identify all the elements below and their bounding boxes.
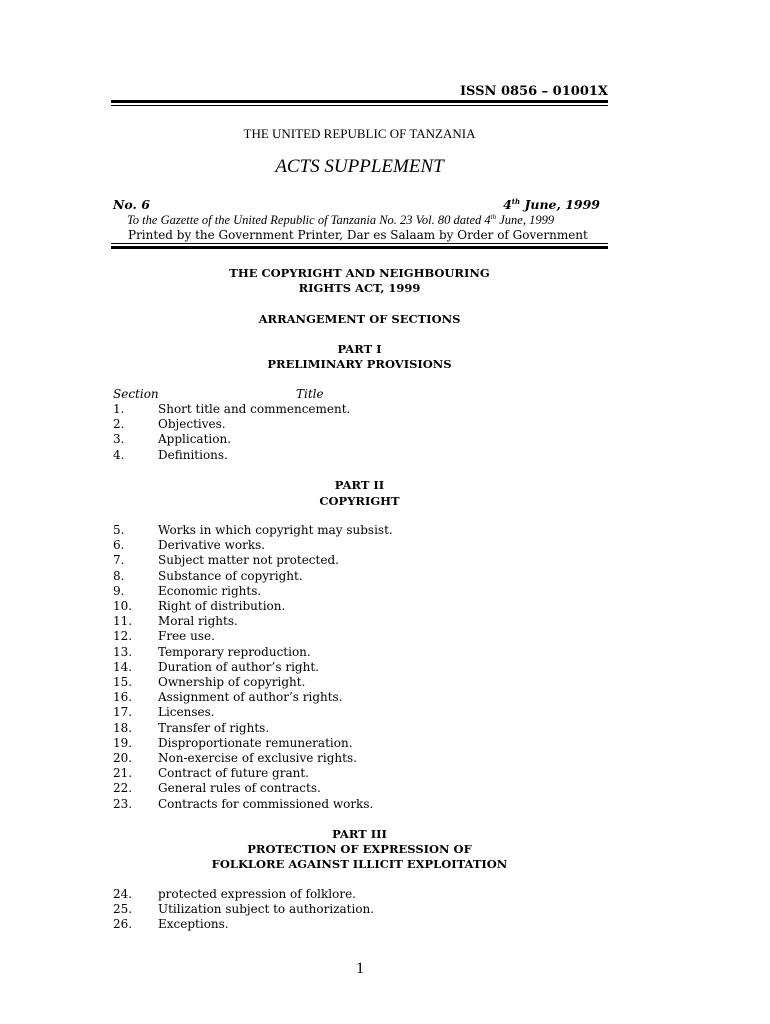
- section-title: Economic rights.: [158, 583, 262, 598]
- section-number: 10.: [113, 599, 133, 613]
- section-number: 19.: [113, 735, 133, 750]
- section-number: 1.: [113, 402, 125, 416]
- supplement-date: 4th June, 1999: [503, 197, 600, 213]
- arrangement-heading: ARRANGEMENT OF SECTIONS: [258, 312, 461, 326]
- section-title: Non-exercise of exclusive rights.: [158, 751, 357, 765]
- section-entry: [113, 902, 374, 917]
- section-number: 23.: [113, 796, 133, 811]
- section-title: Short title and commencement.: [158, 402, 351, 416]
- section-number: 17.: [113, 705, 133, 720]
- section-number: 13.: [113, 644, 133, 659]
- section-title: Assignment of author’s rights.: [158, 690, 343, 705]
- section-entry: [113, 448, 228, 463]
- part-label: PART I: [337, 342, 382, 356]
- section-entry: [113, 766, 309, 781]
- republic-name: THE UNITED REPUBLIC OF TANZANIA: [243, 126, 476, 141]
- section-number: 12.: [113, 629, 133, 644]
- section-title: Contract of future grant.: [158, 766, 309, 781]
- section-entry: [113, 660, 319, 675]
- section-number: 24.: [113, 887, 133, 901]
- top-rule-thin: [111, 105, 608, 106]
- section-title: Right of distribution.: [158, 599, 286, 613]
- section-title: Application.: [158, 432, 232, 447]
- section-entry: [113, 690, 343, 705]
- section-title: General rules of contracts.: [158, 781, 321, 796]
- section-entry: [113, 553, 339, 568]
- section-entry: [113, 569, 303, 584]
- section-entry: [113, 417, 226, 432]
- section-entry: [113, 887, 356, 902]
- section-title: Disproportionate remuneration.: [158, 735, 353, 750]
- header-bottom-rule-thin: [111, 243, 608, 244]
- section-title: Ownership of copyright.: [158, 675, 306, 689]
- section-number: 2.: [113, 417, 125, 432]
- printer-line: Printed by the Government Printer, Dar es Salaam by Order of Government: [128, 228, 588, 242]
- section-number: 26.: [113, 917, 133, 932]
- section-title: Objectives.: [158, 417, 226, 432]
- section-number: 3.: [113, 432, 125, 447]
- section-title: Temporary reproduction.: [158, 644, 311, 659]
- part-label: PART III: [332, 827, 387, 841]
- part-heading: COPYRIGHT: [319, 494, 400, 508]
- section-title: Derivative works.: [158, 538, 266, 553]
- section-entry: [113, 402, 350, 417]
- section-entry: [113, 614, 238, 629]
- supplement-number: No. 6: [113, 197, 150, 212]
- section-entry: [113, 584, 261, 599]
- section-number: 18.: [113, 720, 133, 735]
- section-title: Definitions.: [158, 447, 228, 462]
- act-title-line1: THE COPYRIGHT AND NEIGHBOURING: [229, 266, 490, 280]
- section-number: 5.: [113, 523, 125, 537]
- section-number: 8.: [113, 568, 125, 583]
- section-entry: [113, 432, 231, 447]
- section-title: Moral rights.: [158, 614, 238, 629]
- section-entry: [113, 675, 305, 690]
- section-entry: [113, 781, 321, 796]
- section-title: Free use.: [158, 629, 215, 644]
- section-number: 15.: [113, 675, 133, 689]
- section-title: Licenses.: [158, 705, 215, 720]
- act-title-line2: RIGHTS ACT, 1999: [298, 281, 421, 295]
- section-entry: [113, 523, 393, 538]
- section-number: 6.: [113, 538, 125, 553]
- section-entry: [113, 599, 285, 614]
- page-number: 1: [356, 960, 364, 977]
- section-number: 7.: [113, 553, 125, 568]
- section-title: Utilization subject to authorization.: [158, 902, 375, 917]
- section-title: Exceptions.: [158, 917, 229, 932]
- section-entry: [113, 736, 353, 751]
- section-entry: [113, 917, 229, 932]
- section-number: 21.: [113, 766, 133, 781]
- part-heading: PROTECTION OF EXPRESSION OF: [247, 842, 472, 856]
- part-label: PART II: [334, 478, 385, 492]
- section-entry: [113, 797, 373, 812]
- section-number: 16.: [113, 690, 133, 705]
- section-entry: [113, 645, 311, 660]
- top-rule: [111, 100, 608, 103]
- section-number: 22.: [113, 781, 133, 796]
- section-entry: [113, 751, 357, 766]
- section-title: Works in which copyright may subsist.: [158, 523, 393, 537]
- issn-number: ISSN 0856 – 01001X: [459, 84, 608, 99]
- section-entry: [113, 629, 215, 644]
- supplement-title: ACTS SUPPLEMENT: [275, 156, 444, 177]
- section-number: 14.: [113, 659, 133, 674]
- section-entry: [113, 705, 215, 720]
- gazette-reference: To the Gazette of the United Republic of Tanzania No. 23 Vol. 80 dated 4th June, 1999: [127, 213, 555, 228]
- section-entry: [113, 721, 269, 736]
- section-number: 11.: [113, 614, 133, 629]
- part-heading: PRELIMINARY PROVISIONS: [267, 357, 452, 371]
- section-title: Transfer of rights.: [158, 720, 270, 735]
- section-title: Substance of copyright.: [158, 568, 303, 583]
- section-column-header: Section: [113, 387, 159, 401]
- title-column-header: Title: [296, 387, 324, 401]
- section-entry: [113, 538, 265, 553]
- section-number: 9.: [113, 583, 125, 598]
- section-number: 25.: [113, 902, 133, 917]
- section-title: Duration of author’s right.: [158, 659, 319, 674]
- section-number: 4.: [113, 447, 125, 462]
- section-number: 20.: [113, 751, 133, 765]
- section-title: protected expression of folklore.: [158, 887, 356, 901]
- part-heading: FOLKLORE AGAINST ILLICIT EXPLOITATION: [211, 857, 508, 871]
- header-bottom-rule: [111, 246, 608, 249]
- section-title: Contracts for commissioned works.: [158, 796, 374, 811]
- section-title: Subject matter not protected.: [158, 553, 339, 568]
